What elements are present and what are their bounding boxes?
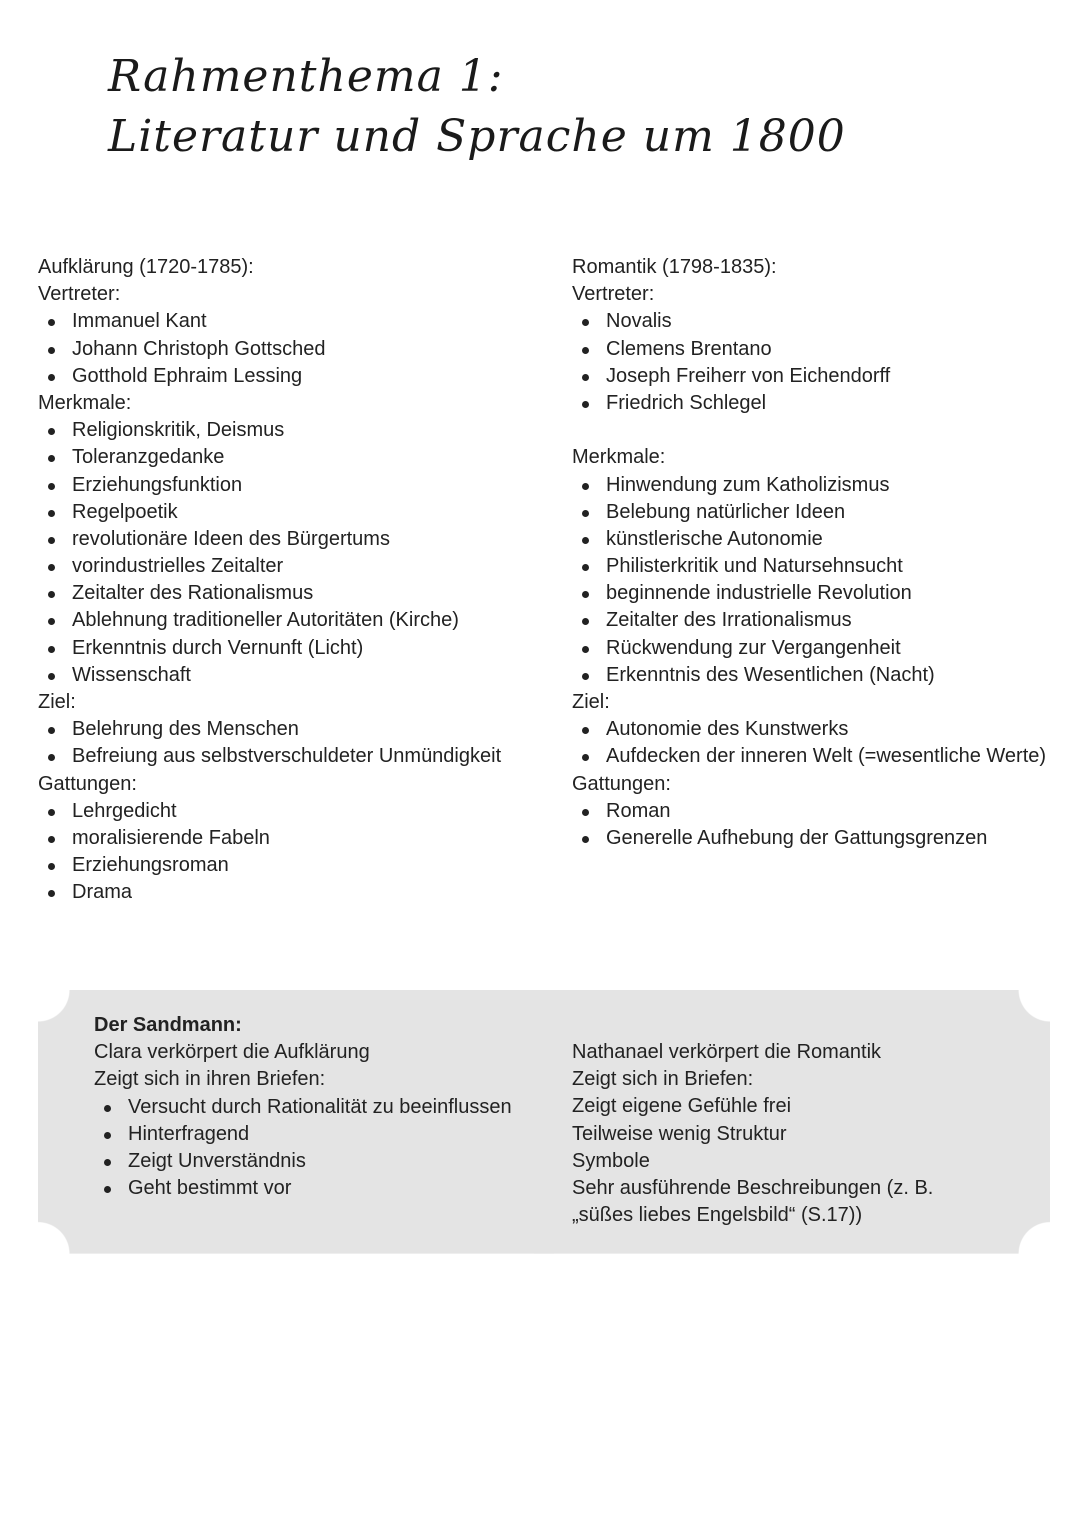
nathanael-line: Nathanael verkörpert die Romantik <box>572 1041 882 1063</box>
vertreter-label: Vertreter: <box>572 283 655 306</box>
gattungen-list <box>572 798 1080 852</box>
list-item: Johann Christoph Gottsched <box>38 336 558 363</box>
clara-section <box>94 1012 564 1202</box>
list-item: Belebung natürlicher Ideen <box>572 499 1080 526</box>
romantik-heading: Romantik (1798-1835): <box>572 256 777 278</box>
gattungen-label: Gattungen: <box>38 772 137 795</box>
list-item: Hinwendung zum Katholizismus <box>572 472 1080 499</box>
nathanael-point: „süßes liebes Engelsbild“ (S.17)) <box>572 1204 863 1227</box>
list-item: Zeigt Unverständnis <box>94 1148 564 1175</box>
list-item: Roman <box>572 798 1080 825</box>
merkmale-label: Merkmale: <box>38 391 132 414</box>
gattungen-list <box>38 798 558 907</box>
merkmale-list <box>572 472 1080 690</box>
list-item: Erkenntnis des Wesentlichen (Nacht) <box>572 662 1080 689</box>
list-item: Novalis <box>572 308 1080 335</box>
aufklaerung-section <box>38 254 558 907</box>
list-item: moralisierende Fabeln <box>38 825 558 852</box>
list-item: Wissenschaft <box>38 662 558 689</box>
vertreter-list <box>38 308 558 390</box>
list-item: Gotthold Ephraim Lessing <box>38 363 558 390</box>
gattungen-label: Gattungen: <box>572 772 671 795</box>
list-item: Philisterkritik und Natursehnsucht <box>572 553 1080 580</box>
list-item: Drama <box>38 879 558 906</box>
list-item: vorindustrielles Zeitalter <box>38 553 558 580</box>
list-item: Geht bestimmt vor <box>94 1175 564 1202</box>
ziel-label: Ziel: <box>38 691 76 713</box>
list-item: Befreiung aus selbstverschuldeter Unmündigkeit <box>38 743 558 770</box>
list-item: Erziehungsroman <box>38 852 558 879</box>
list-item: Toleranzgedanke <box>38 444 558 471</box>
nathanael-point: Teilweise wenig Struktur <box>572 1122 787 1145</box>
merkmale-list <box>38 417 558 689</box>
nathanael-point: Symbole <box>572 1149 650 1172</box>
list-item: beginnende industrielle Revolution <box>572 580 1080 607</box>
clara-briefe: Zeigt sich in ihren Briefen: <box>94 1068 326 1091</box>
nathanael-section <box>572 1039 1022 1229</box>
list-item: Erkenntnis durch Vernunft (Licht) <box>38 635 558 662</box>
vertreter-list <box>572 308 1080 417</box>
list-item: Religionskritik, Deismus <box>38 417 558 444</box>
nathanael-point: Sehr ausführende Beschreibungen (z. B. <box>572 1176 934 1199</box>
merkmale-label: Merkmale: <box>572 446 666 469</box>
spacer <box>572 417 1080 444</box>
list-item: Autonomie des Kunstwerks <box>572 716 1080 743</box>
list-item: Zeitalter des Rationalismus <box>38 580 558 607</box>
list-item: Regelpoetik <box>38 499 558 526</box>
nathanael-briefe: Zeigt sich in Briefen: <box>572 1068 754 1091</box>
romantik-section <box>572 254 1080 852</box>
page-title <box>108 48 846 166</box>
list-item: Immanuel Kant <box>38 308 558 335</box>
list-item: Joseph Freiherr von Eichendorff <box>572 363 1080 390</box>
list-item: künstlerische Autonomie <box>572 526 1080 553</box>
list-item: Aufdecken der inneren Welt (=wesentliche Werte) <box>572 743 1080 770</box>
title-line-2: Literatur und Sprache um 1800 <box>108 111 846 162</box>
list-item: Hinterfragend <box>94 1121 564 1148</box>
ziel-label: Ziel: <box>572 691 610 713</box>
list-item: Versucht durch Rationalität zu beeinflussen <box>94 1094 564 1121</box>
sandmann-heading: Der Sandmann: <box>94 1014 242 1036</box>
list-item: Generelle Aufhebung der Gattungsgrenzen <box>572 825 1080 852</box>
clara-line: Clara verkörpert die Aufklärung <box>94 1041 370 1064</box>
clara-points <box>94 1094 564 1203</box>
vertreter-label: Vertreter: <box>38 283 121 306</box>
list-item: Erziehungsfunktion <box>38 472 558 499</box>
list-item: Lehrgedicht <box>38 798 558 825</box>
ziel-list <box>572 716 1080 770</box>
aufklaerung-heading: Aufklärung (1720-1785): <box>38 256 254 278</box>
list-item: Zeitalter des Irrationalismus <box>572 607 1080 634</box>
list-item: Rückwendung zur Vergangenheit <box>572 635 1080 662</box>
list-item: revolutionäre Ideen des Bürgertums <box>38 526 558 553</box>
nathanael-point: Zeigt eigene Gefühle frei <box>572 1095 792 1118</box>
title-line-1: Rahmenthema 1: <box>108 51 504 102</box>
list-item: Clemens Brentano <box>572 336 1080 363</box>
list-item: Friedrich Schlegel <box>572 390 1080 417</box>
list-item: Belehrung des Menschen <box>38 716 558 743</box>
list-item: Ablehnung traditioneller Autoritäten (Kirche) <box>38 607 558 634</box>
ziel-list <box>38 716 558 770</box>
